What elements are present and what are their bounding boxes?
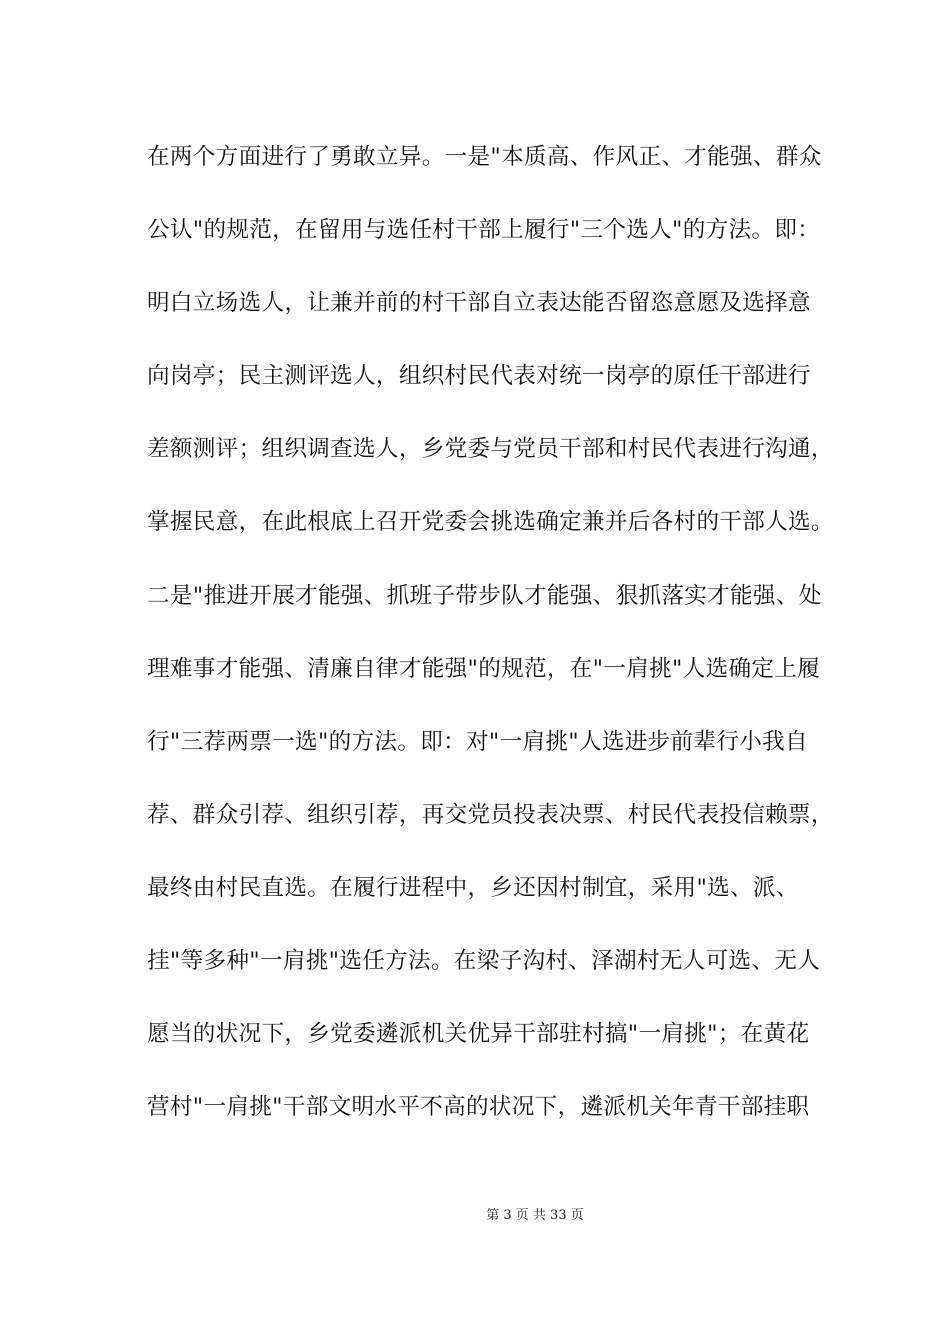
text-line: 向岗亭；民主测评选人，组织村民代表对统一岗亭的原任干部进行 bbox=[147, 363, 811, 390]
text-line: 掌握民意，在此根底上召开党委会挑选确定兼并后各村的干部人选。 bbox=[147, 509, 834, 536]
body-text bbox=[147, 133, 847, 1156]
text-line: 公认"的规范，在留用与选任村干部上履行"三个选人"的方法。即： bbox=[147, 217, 821, 244]
text-line: 营村"一肩挑"干部文明水平不高的状况下，遴派机关年青干部挂职 bbox=[147, 1094, 810, 1121]
text-line: 明白立场选人，让兼并前的村干部自立表达能否留恣意愿及选择意 bbox=[147, 290, 811, 317]
text-line: 理难事才能强、清廉自律才能强"的规范，在"一肩挑"人选确定上履 bbox=[147, 655, 821, 682]
text-line: 在两个方面进行了勇敢立异。一是"本质高、作风正、才能强、群众 bbox=[147, 144, 822, 170]
page-number: 第 3 页 共 33 页 bbox=[486, 1208, 584, 1223]
text-line: 差额测评；组织调查选人，乡党委与党员干部和村民代表进行沟通， bbox=[147, 436, 834, 463]
text-line: 最终由村民直选。在履行进程中，乡还因村制宜，采用"选、派、 bbox=[147, 874, 799, 901]
text-line: 愿当的状况下，乡党委遴派机关优异干部驻村搞"一肩挑"；在黄花 bbox=[147, 1021, 810, 1048]
text-line: 行"三荐两票一选"的方法。即：对"一肩挑"人选进步前辈行小我自 bbox=[147, 728, 808, 755]
text-line: 荐、群众引荐、组织引荐，再交党员投表决票、村民代表投信赖票， bbox=[147, 801, 834, 828]
text-line: 二是"推进开展才能强、抓班子带步队才能强、狠抓落实才能强、处 bbox=[147, 582, 822, 609]
text-line: 挂"等多种"一肩挑"选任方法。在梁子沟村、泽湖村无人可选、无人 bbox=[147, 948, 821, 975]
